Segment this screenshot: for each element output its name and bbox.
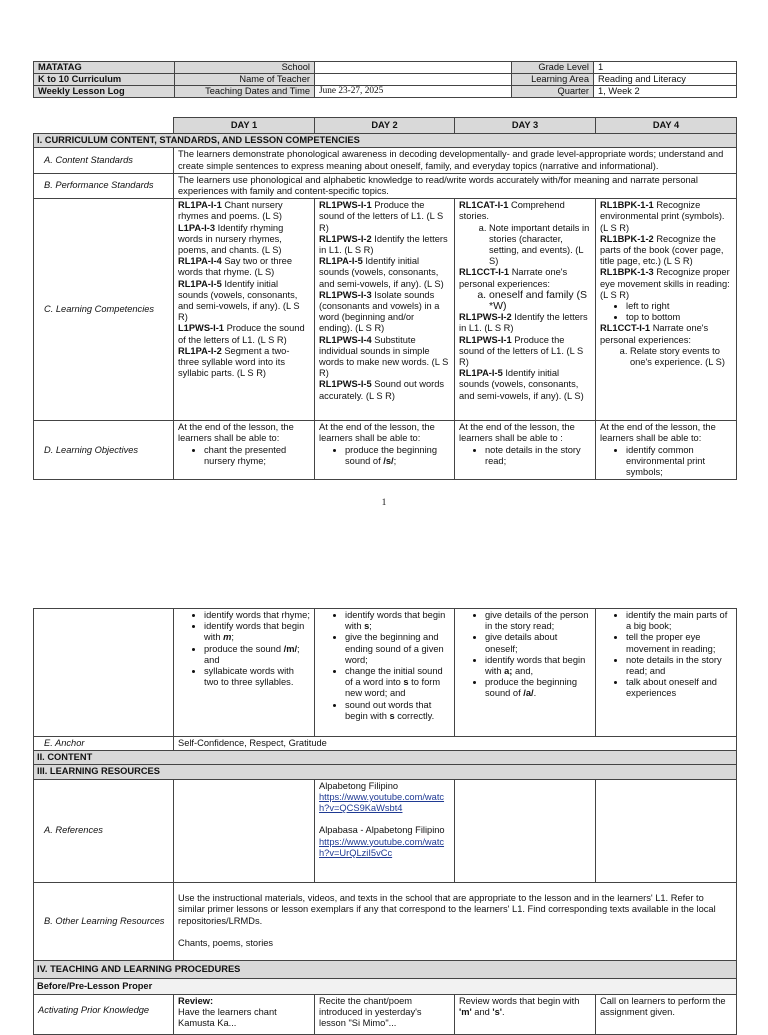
list-item: • identify common environmental print symbols; <box>626 445 732 479</box>
activating-day-1: Review: Have the learners chant Kamusta Ka... <box>174 995 315 1035</box>
reference-title-1: Alpabetong Filipino <box>319 780 399 791</box>
before-lesson-title: Before/Pre-Lesson Proper <box>34 978 737 994</box>
objectives-continued-day-4 <box>596 609 737 737</box>
anchor-text: Self-Confidence, Respect, Gratitude <box>174 737 737 751</box>
header-table <box>33 61 737 98</box>
learning-competencies-label: C. Learning Competencies <box>34 199 174 421</box>
objectives-continued-label <box>34 609 174 737</box>
other-resources-label: B. Other Learning Resources <box>34 882 174 960</box>
activating-day-2: Recite the chant/poem introduced in yesterday's lesson "Si Mimo"... <box>315 995 455 1035</box>
list-item: • chant the presented nursery rhyme; <box>204 445 310 467</box>
list-item: a. Relate story events to one's experience. (L S) <box>630 346 732 368</box>
activating-prior-knowledge-label: Activating Prior Knowledge <box>34 995 174 1035</box>
list-item: • left to right <box>626 301 732 312</box>
content-standards-label: A. Content Standards <box>34 148 174 173</box>
objectives-day-1: At the end of the lesson, the learners shall be able to: • chant the presented nursery rhyme; <box>174 421 315 480</box>
references-day-4 <box>596 779 737 882</box>
list-item: • tell the proper eye movement in reading; <box>626 632 732 654</box>
learning-area-label: Learning Area <box>512 74 594 86</box>
grade-level-value: 1 <box>594 62 737 74</box>
list-item: a. Note important details in stories (character, setting, and events). (L S) <box>489 223 591 268</box>
list-item: • give the beginning and ending sound of a given word; <box>345 632 450 666</box>
list-item: a. oneself and family (S *W) <box>489 290 591 312</box>
day-1-header: DAY 1 <box>174 118 315 134</box>
section-2-title: II. CONTENT <box>34 751 737 765</box>
performance-standards-text: The learners use phonological and alphabetic knowledge to read/write words accurately with/for meaning and narrate personal experiences with family and content-specific topics. <box>174 173 737 198</box>
list-item: • give details about oneself; <box>485 632 591 654</box>
list-item: • identify the main parts of a big book; <box>626 610 732 632</box>
list-item: • identify words that begin with m; <box>204 621 310 643</box>
section-4-title: IV. TEACHING AND LEARNING PROCEDURES <box>34 960 737 978</box>
day-2-header: DAY 2 <box>315 118 455 134</box>
list-item: • produce the sound /m/; and <box>204 644 310 666</box>
learning-area-value: Reading and Literacy <box>594 74 737 86</box>
day-3-header: DAY 3 <box>455 118 596 134</box>
page-number: 1 <box>381 498 387 508</box>
learning-objectives-label: D. Learning Objectives <box>34 421 174 480</box>
header-matatag: MATATAG <box>34 62 175 74</box>
list-item: • note details in the story read; <box>485 445 591 467</box>
header-weekly-log: Weekly Lesson Log <box>34 86 175 98</box>
activating-day-3: Review words that begin with 'm' and 's'. <box>455 995 596 1035</box>
list-item: • sound out words that begin with s correctly. <box>345 700 450 722</box>
day-4-header: DAY 4 <box>596 118 737 134</box>
section-3-title: III. LEARNING RESOURCES <box>34 765 737 779</box>
quarter-label: Quarter <box>512 86 594 98</box>
list-item: • identify words that rhyme; <box>204 610 310 621</box>
objectives-continued-day-3 <box>455 609 596 737</box>
competencies-day-3: RL1CAT-I-1 Comprehend stories. a. Note important details in stories (character, setting, and events). (L S) RL1CCT-I-1 Narrate one's personal experiences: a. oneself and family (S *W) RL1PWS-I-2 Identify the letters in L1. (L S R) RL1PWS-I-1 Produce the sound of the letters of L1. (L S R) RL1PA-I-5 Identify initial sounds (vowels, consonants, and semi-vowels, if any). (L S) <box>455 199 596 421</box>
list-item: • note details in the story read; and <box>626 655 732 677</box>
list-item: • give details of the person in the story read; <box>485 610 591 632</box>
objectives-day-3: At the end of the lesson, the learners shall be able to : • note details in the story read; <box>455 421 596 480</box>
performance-standards-label: B. Performance Standards <box>34 173 174 198</box>
grade-level-label: Grade Level <box>512 62 594 74</box>
references-day-1 <box>174 779 315 882</box>
lesson-table-page-2 <box>33 608 737 1035</box>
dates-label: Teaching Dates and Time <box>175 86 315 98</box>
dates-value: June 23-27, 2025 <box>315 86 512 98</box>
content-standards-text: The learners demonstrate phonological awareness in decoding developmentally- and grade level-appropriate words; understand and create simple sentences to express meaning about oneself, family, and everyday topics (narrative and informational). <box>174 148 737 173</box>
references-day-3 <box>455 779 596 882</box>
list-item: • identify words that begin with a; and, <box>485 655 591 677</box>
competencies-day-4: RL1BPK-1-1 Recognize environmental print (symbols). (L S R) RL1BPK-1-2 Recognize the parts of the book (cover page, title page, etc.) (L S R) RL1BPK-1-3 Recognize proper eye movement skills in reading: (L S R) • left to right • top to bottom RL1CCT-I-1 Narrate one's personal experiences: a. Relate story events to one's experience. (L S) <box>596 199 737 421</box>
school-label: School <box>175 62 315 74</box>
reference-link-1[interactable]: https://www.youtube.com/watch?v=QCS9KaWsbt4 <box>319 791 445 814</box>
anchor-label: E. Anchor <box>34 737 174 751</box>
lesson-table-page-1 <box>33 117 737 480</box>
school-value <box>315 62 512 74</box>
other-resources-text: Use the instructional materials, videos, and texts in the school that are appropriate to the lesson and in the learners' L1. Refer to similar primer lessons or lesson exemplars if any that correspond to the learners' L1. Find corresponding texts available in the local repositories/LRMDs. Chants, poems, stories <box>174 882 737 960</box>
list-item: • identify words that begin with s; <box>345 610 450 632</box>
list-item: • change the initial sound of a word into s to form new word; and <box>345 666 450 700</box>
competencies-day-1: RL1PA-I-1 Chant nursery rhymes and poems. (L S) L1PA-I-3 Identify rhyming words in nursery rhymes, poems, and chants. (L S) RL1PA-I-4 Say two or three words that rhyme. (L S) RL1PA-I-5 Identify initial sounds (vowels, consonants, and semi-vowels, if any). (L S R) L1PWS-I-1 Produce the sound of the letters of L1. (L S R) RL1PA-I-2 Segment a two-three syllable word into its syllabic parts. (L S R) <box>174 199 315 421</box>
reference-link-2[interactable]: https://www.youtube.com/watch?v=UrQLziI5vCc <box>319 836 445 858</box>
list-item: • talk about oneself and experiences <box>626 677 732 699</box>
list-item: • produce the beginning sound of /a/. <box>485 677 591 699</box>
reference-title-2: Alpabasa - Alpabetong Filipino <box>319 825 445 836</box>
activating-day-4: Call on learners to perform the assignment given. <box>596 995 737 1035</box>
header-curriculum: K to 10 Curriculum <box>34 74 175 86</box>
quarter-value: 1, Week 2 <box>594 86 737 98</box>
references-day-2 <box>315 779 455 882</box>
teacher-label: Name of Teacher <box>175 74 315 86</box>
objectives-day-2: At the end of the lesson, the learners shall be able to: • produce the beginning sound of /s/; <box>315 421 455 480</box>
objectives-continued-day-1 <box>174 609 315 737</box>
list-item: • syllabicate words with two to three syllables. <box>204 666 310 688</box>
competencies-day-2: RL1PWS-I-1 Produce the sound of the letters of L1. (L S R) RL1PWS-I-2 Identify the letters in L1. (L S R) RL1PA-I-5 Identify initial sounds (vowels, consonants, and semi-vowels, if any). (L S) RL1PWS-I-3 Isolate sounds (consonants and vowels) in a word (beginning and/or ending). (L S R) RL1PWS-I-4 Substitute individual sounds in simple words to make new words. (L S R) RL1PWS-I-5 Sound out words accurately. (L S R) <box>315 199 455 421</box>
blank-corner <box>34 118 174 134</box>
list-item: • top to bottom <box>626 312 732 323</box>
teacher-value <box>315 74 512 86</box>
list-item: • produce the beginning sound of /s/; <box>345 445 450 467</box>
section-1-title: I. CURRICULUM CONTENT, STANDARDS, AND LESSON COMPETENCIES <box>34 134 737 148</box>
references-label: A. References <box>34 779 174 882</box>
objectives-continued-day-2 <box>315 609 455 737</box>
objectives-day-4: At the end of the lesson, the learners shall be able to: • identify common environmental print symbols; <box>596 421 737 480</box>
